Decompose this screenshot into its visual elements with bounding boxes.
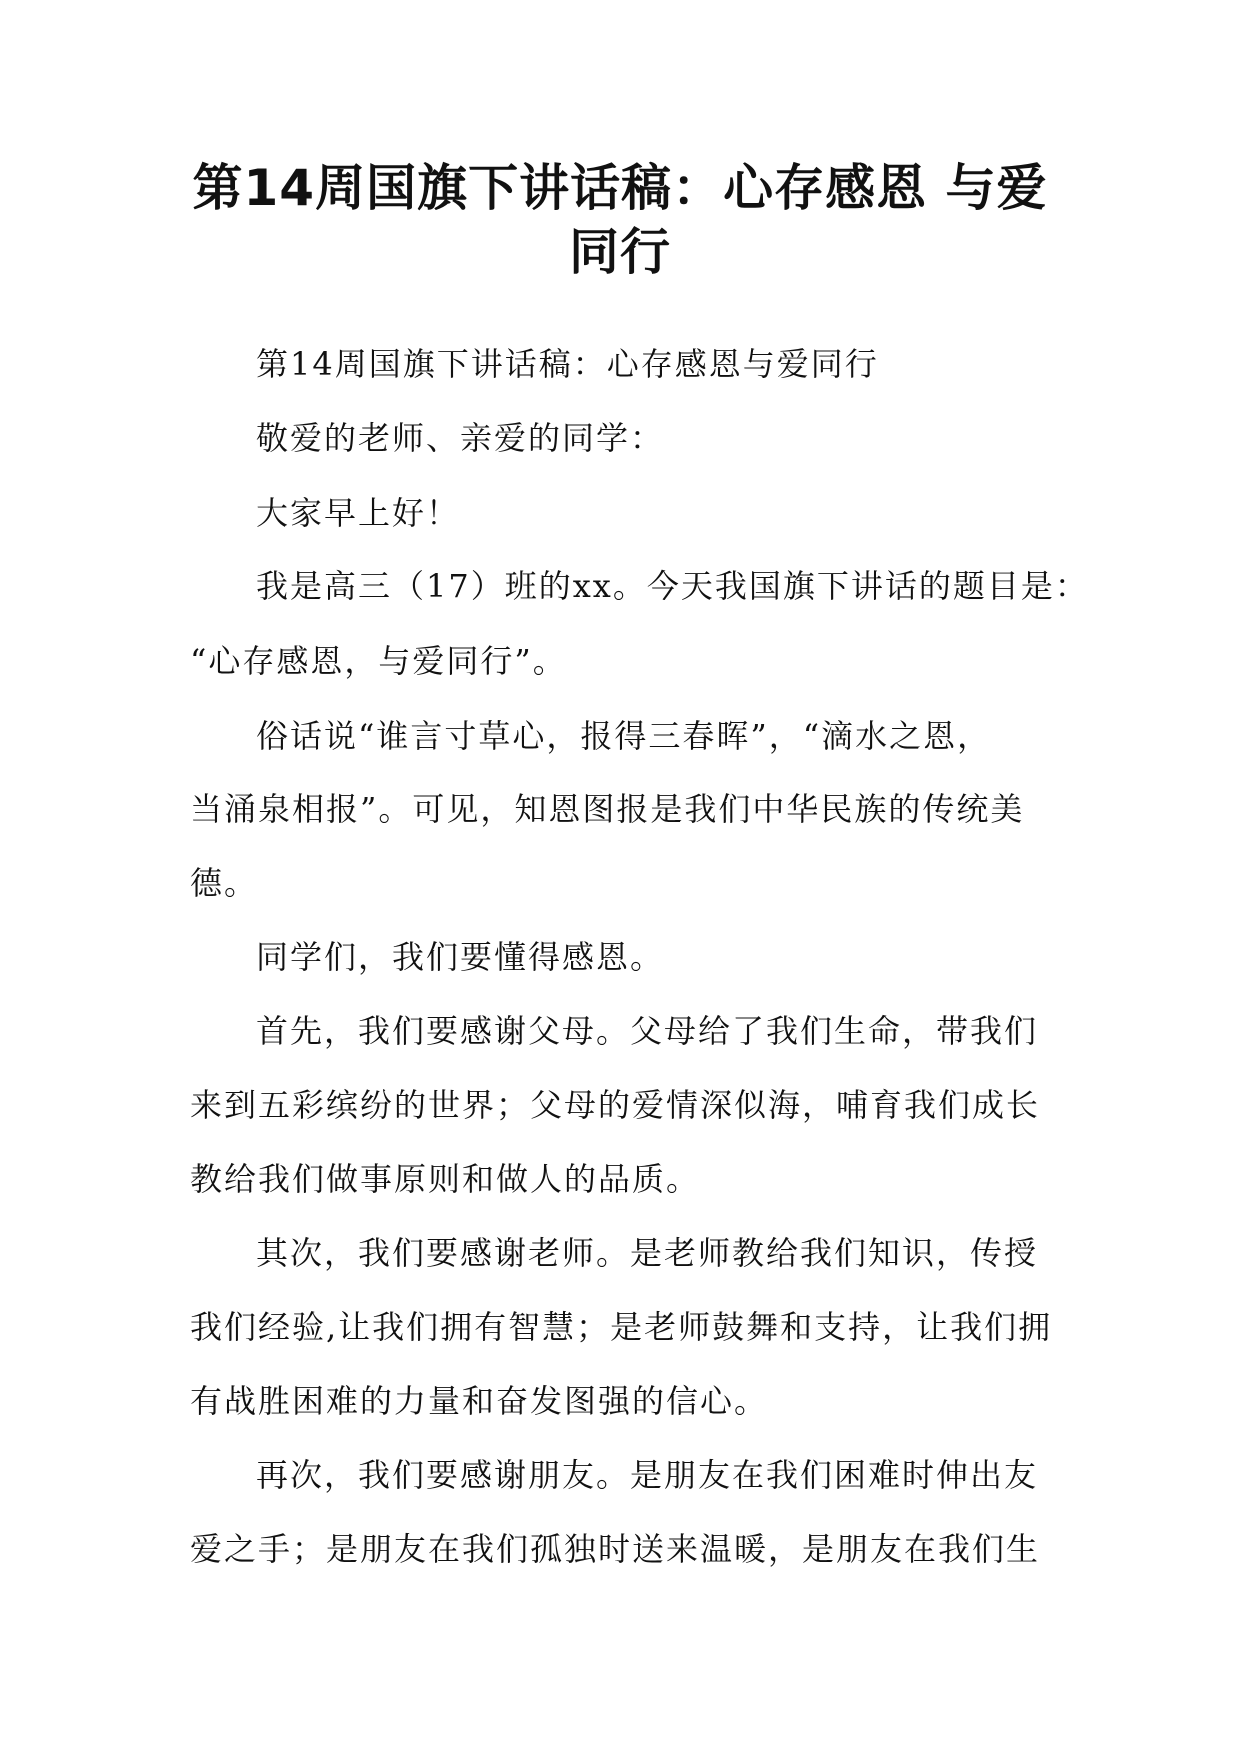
paragraph-line: 教给我们做事原则和做人的品质。	[190, 1160, 701, 1198]
paragraph-line: 来到五彩缤纷的世界；父母的爱情深似海，哺育我们成长	[190, 1086, 1041, 1124]
paragraph-line: 爱之手；是朋友在我们孤独时送来温暖，是朋友在我们生	[190, 1530, 1041, 1568]
paragraph-line: 我们经验,让我们拥有智慧；是老师鼓舞和支持，让我们拥	[190, 1308, 1053, 1346]
paragraph-line: 敬爱的老师、亲爱的同学：	[256, 419, 665, 457]
paragraph-line: 第14周国旗下讲话稿：心存感恩与爱同行	[256, 345, 879, 383]
paragraph-line: “心存感恩，与爱同行”。	[190, 642, 567, 680]
paragraph-line: 再次，我们要感谢朋友。是朋友在我们困难时伸出友	[256, 1456, 1039, 1494]
document-title-line-2: 同行	[569, 223, 671, 281]
paragraph-line: 首先，我们要感谢父母。父母给了我们生命，带我们	[256, 1012, 1039, 1050]
paragraph-line: 同学们，我们要懂得感恩。	[256, 938, 665, 976]
paragraph-line: 有战胜困难的力量和奋发图强的信心。	[190, 1382, 769, 1420]
document-title-line-1: 第14周国旗下讲话稿：心存感恩 与爱	[192, 159, 1048, 217]
paragraph-line: 我是高三（17）班的xx。今天我国旗下讲话的题目是：	[256, 567, 1089, 605]
paragraph-line: 当涌泉相报”。可见，知恩图报是我们中华民族的传统美	[190, 790, 1025, 828]
paragraph-line: 大家早上好！	[256, 494, 461, 532]
paragraph-line: 德。	[190, 864, 259, 902]
paragraph-line: 其次，我们要感谢老师。是老师教给我们知识，传授	[256, 1234, 1039, 1272]
paragraph-line: 俗话说“谁言寸草心，报得三春晖”，“滴水之恩，	[256, 717, 992, 755]
